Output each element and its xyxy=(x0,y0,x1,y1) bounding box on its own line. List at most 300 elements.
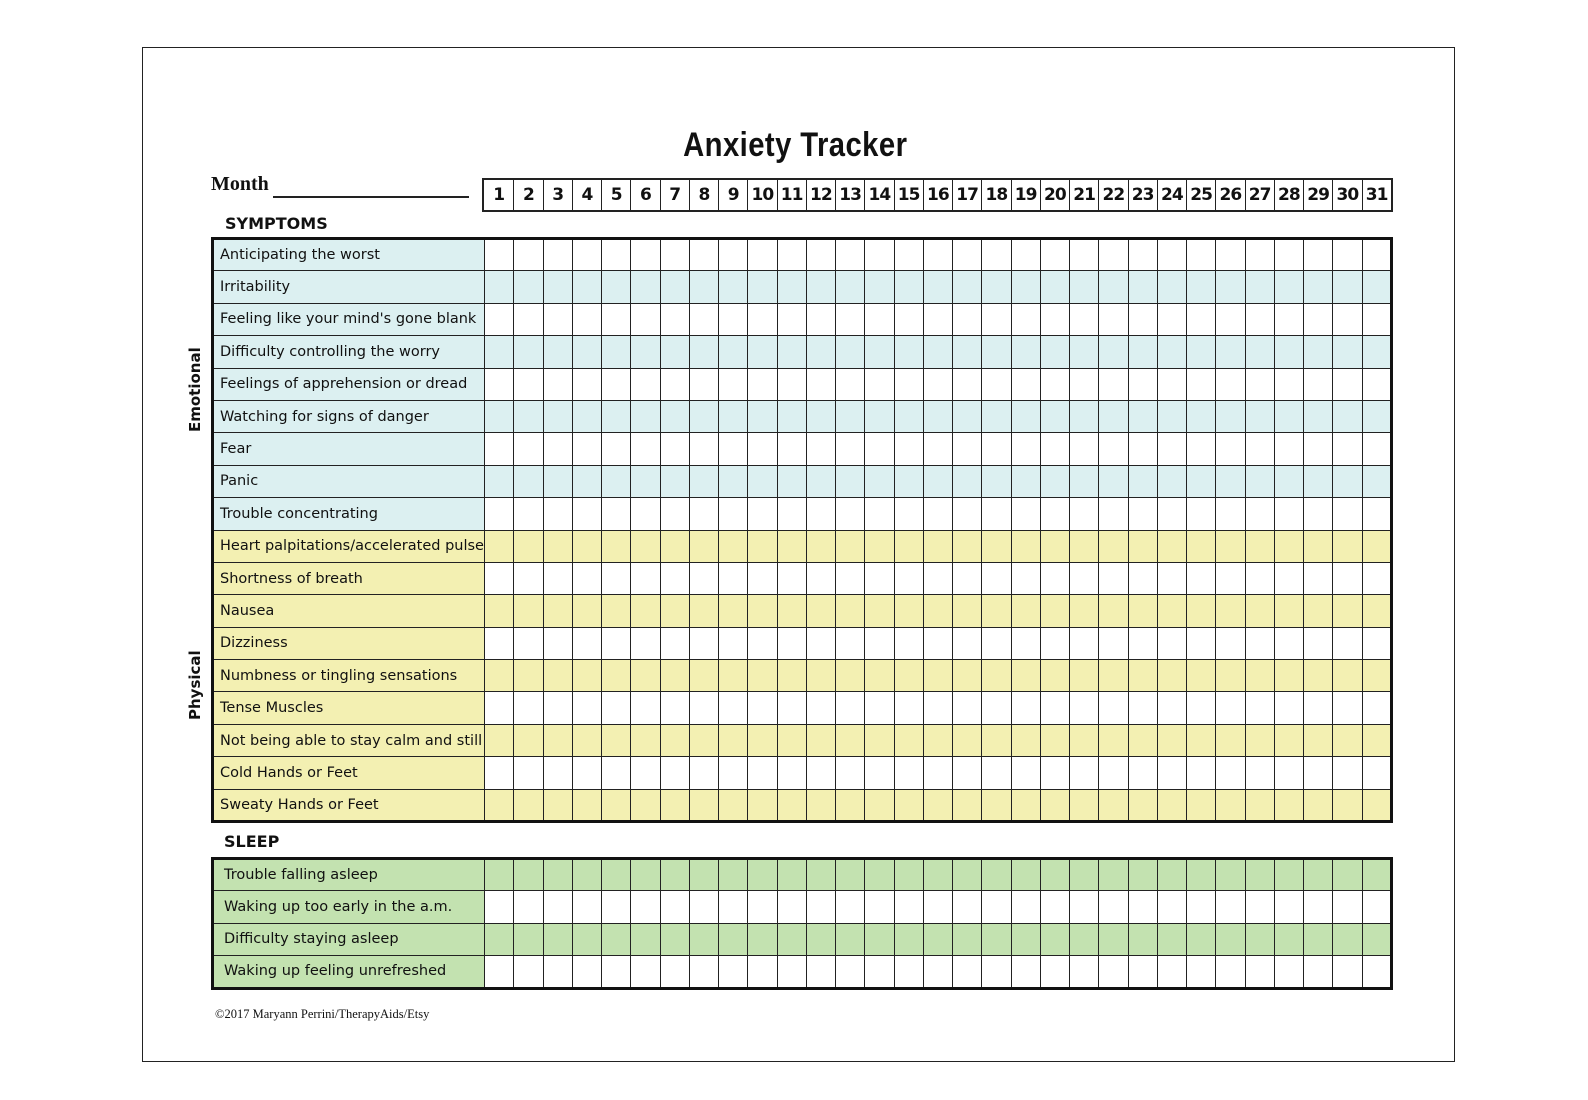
day-checkbox-cell[interactable] xyxy=(1099,336,1128,368)
day-checkbox-cell[interactable] xyxy=(689,433,718,465)
day-checkbox-cell[interactable] xyxy=(894,433,923,465)
day-checkbox-cell[interactable] xyxy=(1070,859,1099,891)
day-checkbox-cell[interactable] xyxy=(865,368,894,400)
day-checkbox-cell[interactable] xyxy=(894,724,923,756)
day-checkbox-cell[interactable] xyxy=(1128,498,1157,530)
day-checkbox-cell[interactable] xyxy=(1362,859,1391,891)
day-checkbox-cell[interactable] xyxy=(1216,498,1245,530)
day-checkbox-cell[interactable] xyxy=(1245,923,1274,955)
day-checkbox-cell[interactable] xyxy=(1362,336,1391,368)
day-checkbox-cell[interactable] xyxy=(1304,956,1333,988)
day-checkbox-cell[interactable] xyxy=(748,956,777,988)
day-checkbox-cell[interactable] xyxy=(836,562,865,594)
day-checkbox-cell[interactable] xyxy=(806,595,835,627)
day-checkbox-cell[interactable] xyxy=(602,271,631,303)
day-checkbox-cell[interactable] xyxy=(1245,724,1274,756)
day-checkbox-cell[interactable] xyxy=(1216,660,1245,692)
day-checkbox-cell[interactable] xyxy=(660,891,689,923)
day-checkbox-cell[interactable] xyxy=(1187,239,1216,271)
day-checkbox-cell[interactable] xyxy=(1245,789,1274,821)
day-checkbox-cell[interactable] xyxy=(572,724,601,756)
day-checkbox-cell[interactable] xyxy=(777,271,806,303)
day-checkbox-cell[interactable] xyxy=(1040,336,1069,368)
day-checkbox-cell[interactable] xyxy=(953,433,982,465)
day-checkbox-cell[interactable] xyxy=(865,859,894,891)
day-checkbox-cell[interactable] xyxy=(631,923,660,955)
day-checkbox-cell[interactable] xyxy=(836,303,865,335)
day-checkbox-cell[interactable] xyxy=(1099,368,1128,400)
day-checkbox-cell[interactable] xyxy=(1362,239,1391,271)
day-checkbox-cell[interactable] xyxy=(602,336,631,368)
day-checkbox-cell[interactable] xyxy=(1099,757,1128,789)
day-checkbox-cell[interactable] xyxy=(543,239,572,271)
day-checkbox-cell[interactable] xyxy=(1274,498,1303,530)
day-checkbox-cell[interactable] xyxy=(1362,400,1391,432)
day-checkbox-cell[interactable] xyxy=(719,891,748,923)
day-checkbox-cell[interactable] xyxy=(719,303,748,335)
day-checkbox-cell[interactable] xyxy=(777,433,806,465)
day-checkbox-cell[interactable] xyxy=(1099,239,1128,271)
day-checkbox-cell[interactable] xyxy=(514,239,543,271)
day-checkbox-cell[interactable] xyxy=(719,595,748,627)
day-checkbox-cell[interactable] xyxy=(1333,789,1362,821)
day-checkbox-cell[interactable] xyxy=(1304,692,1333,724)
day-checkbox-cell[interactable] xyxy=(1011,271,1040,303)
day-checkbox-cell[interactable] xyxy=(953,859,982,891)
day-checkbox-cell[interactable] xyxy=(543,465,572,497)
day-checkbox-cell[interactable] xyxy=(602,956,631,988)
day-checkbox-cell[interactable] xyxy=(836,956,865,988)
day-checkbox-cell[interactable] xyxy=(1304,239,1333,271)
day-checkbox-cell[interactable] xyxy=(572,400,601,432)
day-checkbox-cell[interactable] xyxy=(1333,692,1362,724)
day-checkbox-cell[interactable] xyxy=(1216,336,1245,368)
day-checkbox-cell[interactable] xyxy=(923,627,952,659)
day-checkbox-cell[interactable] xyxy=(1245,271,1274,303)
day-checkbox-cell[interactable] xyxy=(982,757,1011,789)
day-checkbox-cell[interactable] xyxy=(1216,400,1245,432)
day-checkbox-cell[interactable] xyxy=(777,660,806,692)
day-checkbox-cell[interactable] xyxy=(865,692,894,724)
day-checkbox-cell[interactable] xyxy=(1187,627,1216,659)
day-checkbox-cell[interactable] xyxy=(894,336,923,368)
day-checkbox-cell[interactable] xyxy=(660,660,689,692)
day-checkbox-cell[interactable] xyxy=(1274,757,1303,789)
day-checkbox-cell[interactable] xyxy=(748,239,777,271)
day-checkbox-cell[interactable] xyxy=(543,400,572,432)
day-checkbox-cell[interactable] xyxy=(953,303,982,335)
day-checkbox-cell[interactable] xyxy=(748,859,777,891)
day-checkbox-cell[interactable] xyxy=(1070,239,1099,271)
day-checkbox-cell[interactable] xyxy=(1187,923,1216,955)
day-checkbox-cell[interactable] xyxy=(719,271,748,303)
day-checkbox-cell[interactable] xyxy=(631,660,660,692)
day-checkbox-cell[interactable] xyxy=(1362,530,1391,562)
day-checkbox-cell[interactable] xyxy=(1333,660,1362,692)
day-checkbox-cell[interactable] xyxy=(1099,530,1128,562)
day-checkbox-cell[interactable] xyxy=(836,891,865,923)
day-checkbox-cell[interactable] xyxy=(1070,562,1099,594)
day-checkbox-cell[interactable] xyxy=(865,465,894,497)
day-checkbox-cell[interactable] xyxy=(1333,498,1362,530)
day-checkbox-cell[interactable] xyxy=(1040,400,1069,432)
day-checkbox-cell[interactable] xyxy=(836,465,865,497)
day-checkbox-cell[interactable] xyxy=(689,789,718,821)
day-checkbox-cell[interactable] xyxy=(894,498,923,530)
day-checkbox-cell[interactable] xyxy=(806,465,835,497)
day-checkbox-cell[interactable] xyxy=(1011,757,1040,789)
day-checkbox-cell[interactable] xyxy=(631,562,660,594)
day-checkbox-cell[interactable] xyxy=(748,757,777,789)
day-checkbox-cell[interactable] xyxy=(1040,271,1069,303)
day-checkbox-cell[interactable] xyxy=(1157,859,1186,891)
day-checkbox-cell[interactable] xyxy=(1070,433,1099,465)
day-checkbox-cell[interactable] xyxy=(1216,859,1245,891)
day-checkbox-cell[interactable] xyxy=(660,627,689,659)
day-checkbox-cell[interactable] xyxy=(1362,303,1391,335)
day-checkbox-cell[interactable] xyxy=(894,368,923,400)
day-checkbox-cell[interactable] xyxy=(1011,498,1040,530)
day-checkbox-cell[interactable] xyxy=(865,595,894,627)
day-checkbox-cell[interactable] xyxy=(982,724,1011,756)
day-checkbox-cell[interactable] xyxy=(1040,956,1069,988)
day-checkbox-cell[interactable] xyxy=(1157,789,1186,821)
day-checkbox-cell[interactable] xyxy=(1011,239,1040,271)
day-checkbox-cell[interactable] xyxy=(806,239,835,271)
day-checkbox-cell[interactable] xyxy=(894,562,923,594)
day-checkbox-cell[interactable] xyxy=(1216,595,1245,627)
day-checkbox-cell[interactable] xyxy=(1216,692,1245,724)
day-checkbox-cell[interactable] xyxy=(1157,498,1186,530)
day-checkbox-cell[interactable] xyxy=(660,595,689,627)
day-checkbox-cell[interactable] xyxy=(485,433,514,465)
day-checkbox-cell[interactable] xyxy=(1216,530,1245,562)
day-checkbox-cell[interactable] xyxy=(1128,433,1157,465)
day-checkbox-cell[interactable] xyxy=(1128,956,1157,988)
day-checkbox-cell[interactable] xyxy=(1099,692,1128,724)
day-checkbox-cell[interactable] xyxy=(1304,465,1333,497)
day-checkbox-cell[interactable] xyxy=(836,692,865,724)
day-checkbox-cell[interactable] xyxy=(1245,891,1274,923)
day-checkbox-cell[interactable] xyxy=(1274,891,1303,923)
day-checkbox-cell[interactable] xyxy=(865,956,894,988)
day-checkbox-cell[interactable] xyxy=(777,595,806,627)
day-checkbox-cell[interactable] xyxy=(1157,368,1186,400)
day-checkbox-cell[interactable] xyxy=(1070,789,1099,821)
day-checkbox-cell[interactable] xyxy=(982,336,1011,368)
day-checkbox-cell[interactable] xyxy=(777,336,806,368)
day-checkbox-cell[interactable] xyxy=(953,757,982,789)
day-checkbox-cell[interactable] xyxy=(1333,891,1362,923)
day-checkbox-cell[interactable] xyxy=(1362,498,1391,530)
day-checkbox-cell[interactable] xyxy=(1333,627,1362,659)
day-checkbox-cell[interactable] xyxy=(514,303,543,335)
day-checkbox-cell[interactable] xyxy=(1362,956,1391,988)
day-checkbox-cell[interactable] xyxy=(485,368,514,400)
day-checkbox-cell[interactable] xyxy=(923,562,952,594)
day-checkbox-cell[interactable] xyxy=(894,627,923,659)
day-checkbox-cell[interactable] xyxy=(602,923,631,955)
day-checkbox-cell[interactable] xyxy=(1274,400,1303,432)
day-checkbox-cell[interactable] xyxy=(748,562,777,594)
day-checkbox-cell[interactable] xyxy=(806,433,835,465)
day-checkbox-cell[interactable] xyxy=(777,757,806,789)
day-checkbox-cell[interactable] xyxy=(1304,660,1333,692)
day-checkbox-cell[interactable] xyxy=(543,303,572,335)
day-checkbox-cell[interactable] xyxy=(1304,859,1333,891)
day-checkbox-cell[interactable] xyxy=(572,692,601,724)
day-checkbox-cell[interactable] xyxy=(689,627,718,659)
day-checkbox-cell[interactable] xyxy=(631,627,660,659)
day-checkbox-cell[interactable] xyxy=(514,465,543,497)
day-checkbox-cell[interactable] xyxy=(1070,891,1099,923)
day-checkbox-cell[interactable] xyxy=(602,400,631,432)
day-checkbox-cell[interactable] xyxy=(631,595,660,627)
day-checkbox-cell[interactable] xyxy=(1216,433,1245,465)
day-checkbox-cell[interactable] xyxy=(953,562,982,594)
day-checkbox-cell[interactable] xyxy=(982,368,1011,400)
day-checkbox-cell[interactable] xyxy=(1216,724,1245,756)
day-checkbox-cell[interactable] xyxy=(602,239,631,271)
day-checkbox-cell[interactable] xyxy=(806,724,835,756)
day-checkbox-cell[interactable] xyxy=(572,530,601,562)
day-checkbox-cell[interactable] xyxy=(982,239,1011,271)
day-checkbox-cell[interactable] xyxy=(1274,271,1303,303)
day-checkbox-cell[interactable] xyxy=(1040,530,1069,562)
day-checkbox-cell[interactable] xyxy=(485,724,514,756)
day-checkbox-cell[interactable] xyxy=(485,498,514,530)
day-checkbox-cell[interactable] xyxy=(1187,465,1216,497)
day-checkbox-cell[interactable] xyxy=(1157,303,1186,335)
day-checkbox-cell[interactable] xyxy=(1040,923,1069,955)
day-checkbox-cell[interactable] xyxy=(1333,400,1362,432)
day-checkbox-cell[interactable] xyxy=(923,465,952,497)
day-checkbox-cell[interactable] xyxy=(1333,465,1362,497)
day-checkbox-cell[interactable] xyxy=(514,530,543,562)
day-checkbox-cell[interactable] xyxy=(485,859,514,891)
day-checkbox-cell[interactable] xyxy=(1245,692,1274,724)
day-checkbox-cell[interactable] xyxy=(865,923,894,955)
day-checkbox-cell[interactable] xyxy=(1011,891,1040,923)
day-checkbox-cell[interactable] xyxy=(894,530,923,562)
day-checkbox-cell[interactable] xyxy=(806,891,835,923)
day-checkbox-cell[interactable] xyxy=(660,368,689,400)
day-checkbox-cell[interactable] xyxy=(1187,498,1216,530)
day-checkbox-cell[interactable] xyxy=(631,859,660,891)
day-checkbox-cell[interactable] xyxy=(894,595,923,627)
day-checkbox-cell[interactable] xyxy=(953,336,982,368)
day-checkbox-cell[interactable] xyxy=(1128,891,1157,923)
day-checkbox-cell[interactable] xyxy=(982,530,1011,562)
day-checkbox-cell[interactable] xyxy=(1304,724,1333,756)
day-checkbox-cell[interactable] xyxy=(982,660,1011,692)
day-checkbox-cell[interactable] xyxy=(1011,627,1040,659)
day-checkbox-cell[interactable] xyxy=(660,336,689,368)
day-checkbox-cell[interactable] xyxy=(1274,562,1303,594)
day-checkbox-cell[interactable] xyxy=(1216,368,1245,400)
day-checkbox-cell[interactable] xyxy=(1362,891,1391,923)
day-checkbox-cell[interactable] xyxy=(1157,239,1186,271)
day-checkbox-cell[interactable] xyxy=(719,562,748,594)
day-checkbox-cell[interactable] xyxy=(1304,433,1333,465)
day-checkbox-cell[interactable] xyxy=(923,956,952,988)
day-checkbox-cell[interactable] xyxy=(1362,923,1391,955)
day-checkbox-cell[interactable] xyxy=(953,660,982,692)
day-checkbox-cell[interactable] xyxy=(1216,303,1245,335)
day-checkbox-cell[interactable] xyxy=(660,789,689,821)
day-checkbox-cell[interactable] xyxy=(1274,368,1303,400)
day-checkbox-cell[interactable] xyxy=(1333,530,1362,562)
day-checkbox-cell[interactable] xyxy=(1274,433,1303,465)
day-checkbox-cell[interactable] xyxy=(572,956,601,988)
day-checkbox-cell[interactable] xyxy=(514,724,543,756)
day-checkbox-cell[interactable] xyxy=(865,400,894,432)
day-checkbox-cell[interactable] xyxy=(1128,724,1157,756)
day-checkbox-cell[interactable] xyxy=(543,627,572,659)
day-checkbox-cell[interactable] xyxy=(1128,757,1157,789)
day-checkbox-cell[interactable] xyxy=(485,660,514,692)
day-checkbox-cell[interactable] xyxy=(514,562,543,594)
day-checkbox-cell[interactable] xyxy=(1216,465,1245,497)
day-checkbox-cell[interactable] xyxy=(806,271,835,303)
day-checkbox-cell[interactable] xyxy=(982,498,1011,530)
day-checkbox-cell[interactable] xyxy=(1245,859,1274,891)
day-checkbox-cell[interactable] xyxy=(748,530,777,562)
day-checkbox-cell[interactable] xyxy=(1157,891,1186,923)
day-checkbox-cell[interactable] xyxy=(953,239,982,271)
day-checkbox-cell[interactable] xyxy=(836,859,865,891)
day-checkbox-cell[interactable] xyxy=(1011,956,1040,988)
day-checkbox-cell[interactable] xyxy=(982,627,1011,659)
day-checkbox-cell[interactable] xyxy=(631,530,660,562)
day-checkbox-cell[interactable] xyxy=(485,562,514,594)
day-checkbox-cell[interactable] xyxy=(1187,595,1216,627)
day-checkbox-cell[interactable] xyxy=(572,465,601,497)
day-checkbox-cell[interactable] xyxy=(602,368,631,400)
day-checkbox-cell[interactable] xyxy=(1099,859,1128,891)
day-checkbox-cell[interactable] xyxy=(777,368,806,400)
day-checkbox-cell[interactable] xyxy=(719,692,748,724)
day-checkbox-cell[interactable] xyxy=(602,303,631,335)
day-checkbox-cell[interactable] xyxy=(806,789,835,821)
day-checkbox-cell[interactable] xyxy=(572,757,601,789)
day-checkbox-cell[interactable] xyxy=(923,660,952,692)
day-checkbox-cell[interactable] xyxy=(514,891,543,923)
day-checkbox-cell[interactable] xyxy=(1187,368,1216,400)
day-checkbox-cell[interactable] xyxy=(631,271,660,303)
day-checkbox-cell[interactable] xyxy=(1070,336,1099,368)
day-checkbox-cell[interactable] xyxy=(602,757,631,789)
day-checkbox-cell[interactable] xyxy=(806,923,835,955)
day-checkbox-cell[interactable] xyxy=(923,923,952,955)
day-checkbox-cell[interactable] xyxy=(1245,433,1274,465)
day-checkbox-cell[interactable] xyxy=(660,724,689,756)
day-checkbox-cell[interactable] xyxy=(543,271,572,303)
day-checkbox-cell[interactable] xyxy=(1011,465,1040,497)
day-checkbox-cell[interactable] xyxy=(1216,562,1245,594)
day-checkbox-cell[interactable] xyxy=(1040,465,1069,497)
day-checkbox-cell[interactable] xyxy=(689,465,718,497)
day-checkbox-cell[interactable] xyxy=(572,859,601,891)
day-checkbox-cell[interactable] xyxy=(631,724,660,756)
day-checkbox-cell[interactable] xyxy=(748,336,777,368)
day-checkbox-cell[interactable] xyxy=(660,400,689,432)
day-checkbox-cell[interactable] xyxy=(485,271,514,303)
day-checkbox-cell[interactable] xyxy=(1187,956,1216,988)
day-checkbox-cell[interactable] xyxy=(1070,303,1099,335)
day-checkbox-cell[interactable] xyxy=(660,956,689,988)
day-checkbox-cell[interactable] xyxy=(572,789,601,821)
day-checkbox-cell[interactable] xyxy=(748,303,777,335)
day-checkbox-cell[interactable] xyxy=(806,692,835,724)
day-checkbox-cell[interactable] xyxy=(572,891,601,923)
day-checkbox-cell[interactable] xyxy=(1274,660,1303,692)
day-checkbox-cell[interactable] xyxy=(1157,660,1186,692)
day-checkbox-cell[interactable] xyxy=(923,891,952,923)
day-checkbox-cell[interactable] xyxy=(1128,271,1157,303)
day-checkbox-cell[interactable] xyxy=(660,757,689,789)
day-checkbox-cell[interactable] xyxy=(894,923,923,955)
day-checkbox-cell[interactable] xyxy=(748,271,777,303)
day-checkbox-cell[interactable] xyxy=(543,757,572,789)
day-checkbox-cell[interactable] xyxy=(1304,498,1333,530)
day-checkbox-cell[interactable] xyxy=(1070,368,1099,400)
day-checkbox-cell[interactable] xyxy=(1304,595,1333,627)
day-checkbox-cell[interactable] xyxy=(865,660,894,692)
day-checkbox-cell[interactable] xyxy=(1333,239,1362,271)
day-checkbox-cell[interactable] xyxy=(1245,757,1274,789)
day-checkbox-cell[interactable] xyxy=(543,595,572,627)
day-checkbox-cell[interactable] xyxy=(572,239,601,271)
day-checkbox-cell[interactable] xyxy=(1333,562,1362,594)
day-checkbox-cell[interactable] xyxy=(1274,859,1303,891)
day-checkbox-cell[interactable] xyxy=(1274,530,1303,562)
day-checkbox-cell[interactable] xyxy=(602,859,631,891)
day-checkbox-cell[interactable] xyxy=(719,433,748,465)
day-checkbox-cell[interactable] xyxy=(1187,692,1216,724)
day-checkbox-cell[interactable] xyxy=(1187,562,1216,594)
day-checkbox-cell[interactable] xyxy=(572,660,601,692)
day-checkbox-cell[interactable] xyxy=(865,530,894,562)
day-checkbox-cell[interactable] xyxy=(719,336,748,368)
day-checkbox-cell[interactable] xyxy=(1362,692,1391,724)
day-checkbox-cell[interactable] xyxy=(748,724,777,756)
day-checkbox-cell[interactable] xyxy=(1304,271,1333,303)
day-checkbox-cell[interactable] xyxy=(719,789,748,821)
day-checkbox-cell[interactable] xyxy=(1245,368,1274,400)
day-checkbox-cell[interactable] xyxy=(1245,956,1274,988)
day-checkbox-cell[interactable] xyxy=(543,336,572,368)
day-checkbox-cell[interactable] xyxy=(660,530,689,562)
day-checkbox-cell[interactable] xyxy=(631,433,660,465)
day-checkbox-cell[interactable] xyxy=(514,757,543,789)
day-checkbox-cell[interactable] xyxy=(953,400,982,432)
day-checkbox-cell[interactable] xyxy=(719,239,748,271)
day-checkbox-cell[interactable] xyxy=(485,789,514,821)
day-checkbox-cell[interactable] xyxy=(806,562,835,594)
day-checkbox-cell[interactable] xyxy=(777,923,806,955)
day-checkbox-cell[interactable] xyxy=(485,891,514,923)
day-checkbox-cell[interactable] xyxy=(953,891,982,923)
day-checkbox-cell[interactable] xyxy=(689,530,718,562)
day-checkbox-cell[interactable] xyxy=(1333,336,1362,368)
day-checkbox-cell[interactable] xyxy=(1070,271,1099,303)
day-checkbox-cell[interactable] xyxy=(1245,336,1274,368)
day-checkbox-cell[interactable] xyxy=(719,724,748,756)
day-checkbox-cell[interactable] xyxy=(1157,530,1186,562)
day-checkbox-cell[interactable] xyxy=(865,271,894,303)
day-checkbox-cell[interactable] xyxy=(923,336,952,368)
